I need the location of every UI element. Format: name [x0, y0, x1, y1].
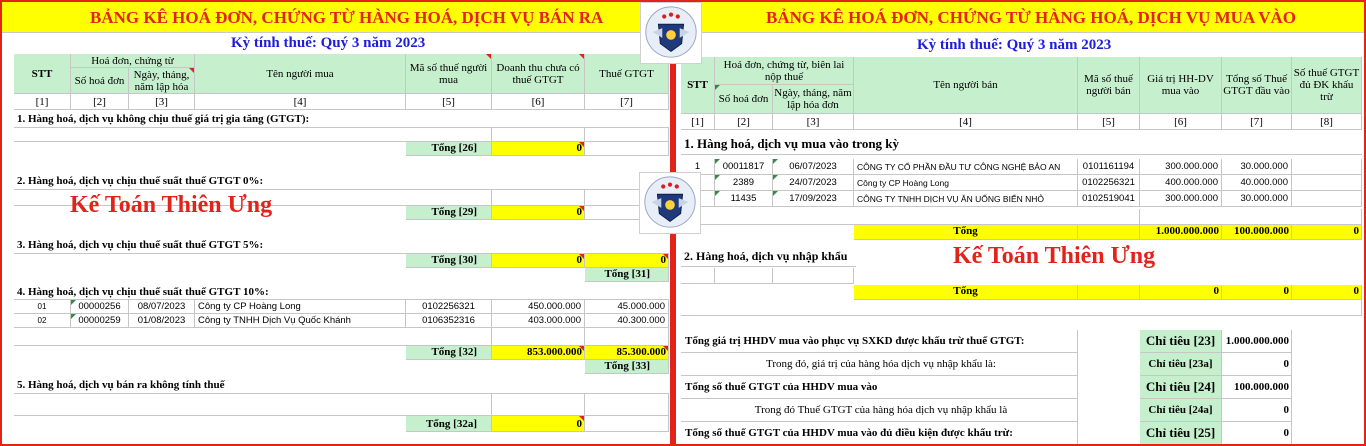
header-vat[interactable]: Thuế GTGT [585, 54, 669, 94]
empty-cell[interactable] [585, 328, 669, 346]
sales-total-32a-value[interactable]: 0 [492, 416, 585, 432]
purchase-row-value[interactable]: 300.000.000 [1140, 159, 1222, 175]
header-buyer-tax[interactable]: Mã số thuế người mua [406, 54, 492, 94]
purchase-row-seller-name[interactable]: CÔNG TY CỔ PHẦN ĐẦU TƯ CÔNG NGHỆ BẢO AN [854, 159, 1078, 175]
sales-row-invoice-date[interactable]: 08/07/2023 [129, 300, 195, 314]
header-value[interactable]: Giá trị HH-DV mua vào [1140, 57, 1222, 114]
purchase-row-invoice-no[interactable]: 00011817 [715, 159, 773, 175]
purchase-row-invoice-no[interactable]: 11435 [715, 191, 773, 207]
sales-title: BẢNG KÊ HOÁ ĐƠN, CHỨNG TỪ HÀNG HOÁ, DỊCH VỤ BÁN RA [90, 8, 604, 27]
watermark-text: Kế Toán Thiên Ưng [70, 192, 273, 218]
header-vat-total[interactable]: Tổng số Thuế GTGT đầu vào [1222, 57, 1292, 114]
colnum-1[interactable]: [1] [14, 94, 71, 110]
summary-label: Tổng số thuế GTGT của HHDV mua vào đủ điều kiện được khấu trừ: [681, 422, 1078, 445]
summary-value[interactable]: 1.000.000.000 [1222, 330, 1292, 353]
header-stt[interactable]: STT [681, 57, 715, 114]
purchase-period: Kỳ tính thuế: Quý 3 năm 2023 [917, 37, 1112, 53]
purchase-row-invoice-date[interactable]: 06/07/2023 [773, 159, 854, 175]
empty-cell[interactable] [492, 394, 585, 416]
empty-cell[interactable] [681, 268, 715, 284]
sales-section4-title: 4. Hàng hoá, dịch vụ chịu thuế suất thuế GTGT 10%: [14, 284, 669, 300]
colnum-7[interactable]: [7] [1222, 114, 1292, 130]
purchase-row-invoice-date[interactable]: 24/07/2023 [773, 175, 854, 191]
summary-key: Chỉ tiêu [23a] [1140, 353, 1222, 376]
empty-row[interactable] [1140, 209, 1362, 225]
header-invoice-group[interactable]: Hoá đơn, chứng từ, biên lai nộp thuế [715, 57, 854, 85]
sales-total-32a-label: Tổng [32a] [406, 416, 492, 432]
sales-total-29-label: Tổng [29] [406, 206, 492, 220]
colnum-6[interactable]: [6] [492, 94, 585, 110]
import-total-label: Tổng [854, 285, 1078, 300]
sales-total-32-value[interactable]: 853.000.000 [492, 346, 585, 360]
purchase-row-deductible[interactable] [1292, 191, 1362, 207]
header-revenue[interactable]: Doanh thu chưa có thuế GTGT [492, 54, 585, 94]
sales-total-30-vat[interactable]: 0 [585, 254, 669, 268]
sales-row-revenue[interactable]: 450.000.000 [492, 300, 585, 314]
sales-section2-title: 2. Hàng hoá, dịch vụ chịu thuế suất thuế GTGT 0%: [14, 172, 669, 190]
sales-total-29-value[interactable]: 0 [492, 206, 585, 220]
empty-row[interactable] [14, 394, 492, 416]
summary-key: Chỉ tiêu [23] [1140, 330, 1222, 353]
header-stt[interactable]: STT [14, 54, 71, 94]
purchase-total-deductible[interactable]: 0 [1292, 225, 1362, 240]
purchase-invoice-sheet [672, 0, 1366, 446]
empty-cell[interactable] [492, 190, 585, 206]
empty-cell[interactable] [585, 416, 669, 432]
summary-key: Chỉ tiêu [24a] [1140, 399, 1222, 422]
sales-row-buyer-tax[interactable]: 0106352316 [406, 314, 492, 328]
empty-row[interactable] [681, 209, 1140, 225]
summary-key: Chỉ tiêu [24] [1140, 376, 1222, 399]
purchase-total-empty[interactable] [1078, 225, 1140, 240]
sales-section1-title: 1. Hàng hoá, dịch vụ không chịu thuế giá trị gia tăng (GTGT): [14, 110, 669, 128]
sales-total-31-label: Tổng [31] [585, 268, 669, 282]
summary-label: Trong đó Thuế GTGT của hàng hóa dịch vụ nhập khẩu là [681, 399, 1078, 422]
purchase-total-value[interactable]: 1.000.000.000 [1140, 225, 1222, 240]
sales-row-stt[interactable]: 02 [14, 314, 71, 328]
sales-row-buyer-name[interactable]: Công ty CP Hoàng Long [195, 300, 406, 314]
sales-row-vat[interactable]: 45.000.000 [585, 300, 669, 314]
sales-total-26-label: Tổng [26] [406, 142, 492, 156]
summary-value[interactable]: 100.000.000 [1222, 376, 1292, 399]
purchase-row-value[interactable]: 400.000.000 [1140, 175, 1222, 191]
sales-row-revenue[interactable]: 403.000.000 [492, 314, 585, 328]
sales-total-30-label: Tổng [30] [406, 254, 492, 268]
purchase-row-seller-tax[interactable]: 0102256321 [1078, 175, 1140, 191]
import-total-deductible[interactable]: 0 [1292, 285, 1362, 300]
empty-cell[interactable] [492, 328, 585, 346]
colnum-2[interactable]: [2] [715, 114, 773, 130]
sales-total-30-value[interactable]: 0 [492, 254, 585, 268]
sales-section5-title: 5. Hàng hoá, dịch vụ bán ra không tính thuế [14, 376, 669, 394]
header-invoice-no[interactable]: Số hoá đơn [715, 85, 773, 114]
colnum-6[interactable]: [6] [1140, 114, 1222, 130]
purchase-row-invoice-no[interactable]: 2389 [715, 175, 773, 191]
purchase-section1-title: 1. Hàng hoá, dịch vụ mua vào trong kỳ [681, 133, 1362, 155]
purchase-total-label: Tổng [854, 225, 1078, 240]
purchase-total-vat[interactable]: 100.000.000 [1222, 225, 1292, 240]
sales-row-vat[interactable]: 40.300.000 [585, 314, 669, 328]
colnum-5[interactable]: [5] [406, 94, 492, 110]
import-total-value[interactable]: 0 [1140, 285, 1222, 300]
colnum-2[interactable]: [2] [71, 94, 129, 110]
header-invoice-group[interactable]: Hoá đơn, chứng từ [71, 54, 195, 68]
summary-label: Tổng số thuế GTGT của HHDV mua vào [681, 376, 1078, 399]
colnum-5[interactable]: [5] [1078, 114, 1140, 130]
empty-cell[interactable] [585, 128, 669, 142]
header-seller-tax[interactable]: Mã số thuế người bán [1078, 57, 1140, 114]
sales-row-invoice-no[interactable]: 00000259 [71, 314, 129, 328]
watermark-text: Kế Toán Thiên Ưng [953, 243, 1156, 269]
sales-row-buyer-name[interactable]: Công ty TNHH Dịch Vụ Quốc Khánh [195, 314, 406, 328]
header-vat-deductible[interactable]: Số thuế GTGT đủ ĐK khấu trừ [1292, 57, 1362, 114]
empty-cell[interactable] [585, 394, 669, 416]
purchase-section2-title: 2. Hàng hoá, dịch vụ nhập khẩu [681, 245, 856, 267]
colnum-1[interactable]: [1] [681, 114, 715, 130]
sales-row-invoice-date[interactable]: 01/08/2023 [129, 314, 195, 328]
summary-value[interactable]: 0 [1222, 422, 1292, 445]
sales-total-32-vat[interactable]: 85.300.000 [585, 346, 669, 360]
summary-value[interactable]: 0 [1222, 399, 1292, 422]
purchase-row-vat[interactable]: 30.000.000 [1222, 191, 1292, 207]
purchase-title-bar [676, 2, 1364, 33]
sales-total-26-value[interactable]: 0 [492, 142, 585, 156]
empty-row[interactable] [14, 128, 492, 142]
empty-row[interactable] [681, 300, 1362, 316]
sales-period: Kỳ tính thuế: Quý 3 năm 2023 [231, 35, 426, 51]
purchase-row-vat[interactable]: 30.000.000 [1222, 159, 1292, 175]
summary-key: Chỉ tiêu [25] [1140, 422, 1222, 445]
sales-total-33-label: Tổng [33] [585, 360, 669, 374]
summary-value[interactable]: 0 [1222, 353, 1292, 376]
purchase-row-vat[interactable]: 40.000.000 [1222, 175, 1292, 191]
purchase-row-stt[interactable]: 1 [681, 159, 715, 175]
company-logo [639, 172, 701, 234]
purchase-row-seller-tax[interactable]: 0101161194 [1078, 159, 1140, 175]
colnum-4[interactable]: [4] [195, 94, 406, 110]
purchase-row-seller-tax[interactable]: 0102519041 [1078, 191, 1140, 207]
header-invoice-no[interactable]: Số hoá đơn [71, 68, 129, 94]
purchase-row-value[interactable]: 300.000.000 [1140, 191, 1222, 207]
purchase-title: BẢNG KÊ HOÁ ĐƠN, CHỨNG TỪ HÀNG HOÁ, DỊCH VỤ MUA VÀO [766, 8, 1297, 27]
summary-label: Tổng giá trị HHDV mua vào phục vụ SXKD được khấu trừ thuế GTGT: [681, 330, 1078, 353]
colnum-8[interactable]: [8] [1292, 114, 1362, 130]
empty-cell[interactable] [492, 128, 585, 142]
empty-cell[interactable] [773, 268, 854, 284]
sales-row-stt[interactable]: 01 [14, 300, 71, 314]
colnum-4[interactable]: [4] [854, 114, 1078, 130]
import-total-vat[interactable]: 0 [1222, 285, 1292, 300]
sales-invoice-sheet [0, 0, 672, 446]
empty-cell[interactable] [715, 268, 773, 284]
purchase-row-invoice-date[interactable]: 17/09/2023 [773, 191, 854, 207]
colnum-3[interactable]: [3] [129, 94, 195, 110]
purchase-row-deductible[interactable] [1292, 175, 1362, 191]
empty-row[interactable] [14, 328, 492, 346]
sales-row-invoice-no[interactable]: 00000256 [71, 300, 129, 314]
purchase-row-seller-name[interactable]: Công ty CP Hoàng Long [854, 175, 1078, 191]
sales-section3-title: 3. Hàng hoá, dịch vụ chịu thuế suất thuế GTGT 5%: [14, 236, 669, 254]
header-seller-name[interactable]: Tên người bán [854, 57, 1078, 114]
colnum-7[interactable]: [7] [585, 94, 669, 110]
header-invoice-date[interactable]: Ngày, tháng, năm lập hóa [129, 68, 195, 94]
sales-total-32-label: Tổng [32] [406, 346, 492, 360]
header-invoice-date[interactable]: Ngày, tháng, năm lập hóa đơn [773, 85, 854, 114]
company-logo [640, 2, 702, 64]
empty-cell[interactable] [585, 142, 669, 156]
sales-row-buyer-tax[interactable]: 0102256321 [406, 300, 492, 314]
summary-label: Trong đó, giá trị của hàng hóa dịch vụ nhập khẩu là: [681, 353, 1078, 376]
colnum-3[interactable]: [3] [773, 114, 854, 130]
import-total-empty[interactable] [1078, 285, 1140, 300]
purchase-row-deductible[interactable] [1292, 159, 1362, 175]
purchase-row-seller-name[interactable]: CÔNG TY TNHH DỊCH VỤ ĂN UỐNG BIỂN NHỎ [854, 191, 1078, 207]
header-buyer-name[interactable]: Tên người mua [195, 54, 406, 94]
sales-title-bar [2, 2, 670, 33]
